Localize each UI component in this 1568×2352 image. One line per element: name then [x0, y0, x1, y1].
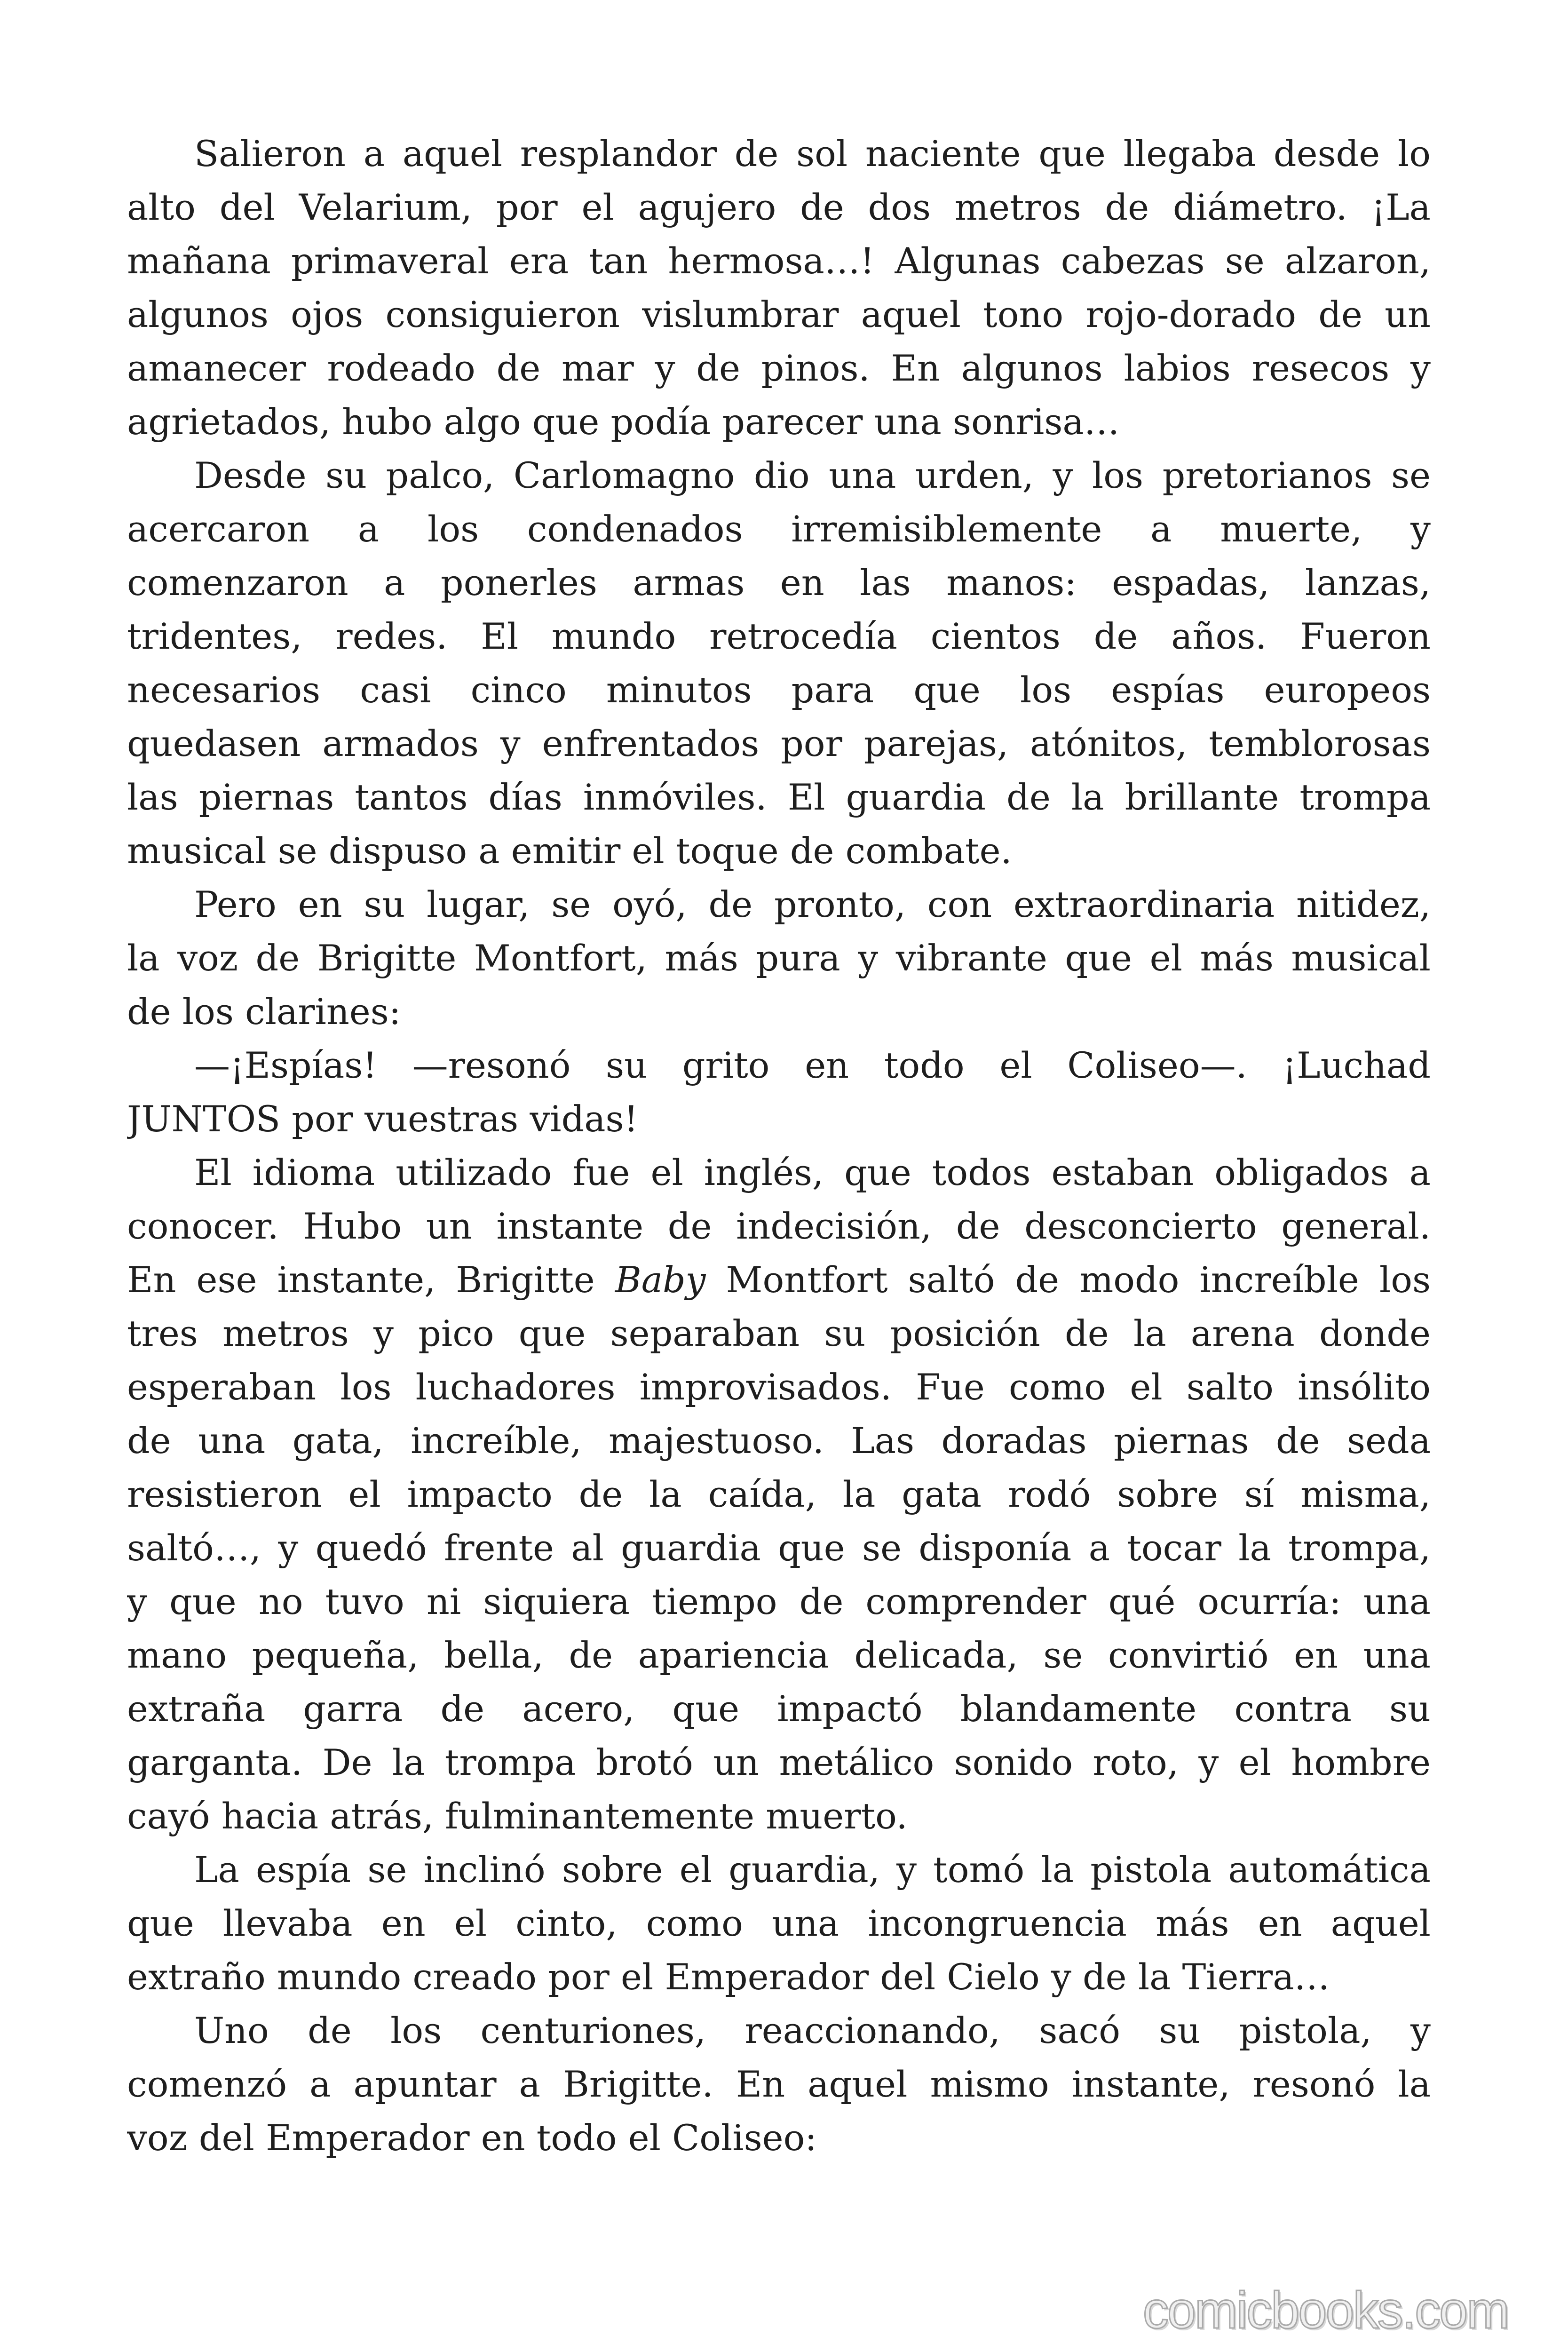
text-line: de los clarines:: [127, 991, 401, 1033]
text-line: necesarios casi cinco minutos para que los espías europeos: [127, 669, 1431, 711]
body-text: [127, 127, 1431, 2165]
paragraph-1: [127, 127, 1431, 449]
text-line: Salieron a aquel resplandor de sol naciente que llegaba desde lo: [194, 133, 1431, 175]
paragraph-7: [127, 2004, 1431, 2165]
text-line: garganta. De la trompa brotó un metálico sonido roto, y el hombre: [127, 1741, 1431, 1783]
text-line: de una gata, increíble, majestuoso. Las doradas piernas de seda: [127, 1420, 1431, 1462]
text-line: JUNTOS por vuestras vidas!: [127, 1098, 639, 1140]
paragraph-5: [127, 1146, 1431, 1843]
text-line: amanecer rodeado de mar y de pinos. En algunos labios resecos y: [127, 347, 1431, 389]
text-line: cayó hacia atrás, fulminantemente muerto.: [127, 1795, 908, 1837]
text-line: voz del Emperador en todo el Coliseo:: [127, 2117, 817, 2159]
paragraph-4-dialogue: [127, 1039, 1431, 1146]
text-line: —¡Espías! —resonó su grito en todo el Coliseo—. ¡Luchad: [194, 1044, 1431, 1086]
text-line: tridentes, redes. El mundo retrocedía cientos de años. Fueron: [127, 615, 1431, 657]
text-segment: En ese instante, Brigitte: [127, 1259, 595, 1301]
text-line: Pero en su lugar, se oyó, de pronto, con extraordinaria nitidez,: [194, 883, 1431, 925]
text-line: la voz de Brigitte Montfort, más pura y vibrante que el más musical: [127, 937, 1431, 979]
text-line: acercaron a los condenados irremisiblemente a muerte, y: [127, 508, 1431, 550]
text-line: quedasen armados y enfrentados por parejas, atónitos, temblorosas: [127, 723, 1431, 764]
text-line: comenzó a apuntar a Brigitte. En aquel mismo instante, resonó la: [127, 2063, 1431, 2105]
text-line: mañana primaveral era tan hermosa…! Algunas cabezas se alzaron,: [127, 240, 1431, 282]
text-line: algunos ojos consiguieron vislumbrar aquel tono rojo-dorado de un: [127, 294, 1431, 335]
paragraph-6: [127, 1843, 1431, 2004]
paragraph-2: [127, 449, 1431, 878]
text-line: El idioma utilizado fue el inglés, que todos estaban obligados a: [194, 1152, 1431, 1193]
text-line: esperaban los luchadores improvisados. Fue como el salto insólito: [127, 1366, 1431, 1408]
paragraph-3: [127, 878, 1431, 1039]
text-line: que llevaba en el cinto, como una incongruencia más en aquel: [127, 1902, 1431, 1944]
italic-name: Baby: [615, 1259, 706, 1301]
text-line: Uno de los centuriones, reaccionando, sacó su pistola, y: [194, 2010, 1431, 2051]
text-line: extraña garra de acero, que impactó blandamente contra su: [127, 1688, 1431, 1730]
text-line: mano pequeña, bella, de apariencia delicada, se convirtió en una: [127, 1634, 1431, 1676]
text-line: comenzaron a ponerles armas en las manos: espadas, lanzas,: [127, 562, 1431, 604]
text-line: musical se dispuso a emitir el toque de combate.: [127, 830, 1012, 872]
text-line: conocer. Hubo un instante de indecisión, de desconcierto general.: [127, 1205, 1431, 1247]
text-segment: Montfort saltó de modo increíble los: [726, 1259, 1431, 1301]
text-line: resistieron el impacto de la caída, la gata rodó sobre sí misma,: [127, 1473, 1431, 1515]
text-line: agrietados, hubo algo que podía parecer una sonrisa…: [127, 401, 1120, 443]
text-line: saltó…, y quedó frente al guardia que se disponía a tocar la trompa,: [127, 1527, 1431, 1569]
text-line: las piernas tantos días inmóviles. El guardia de la brillante trompa: [127, 776, 1431, 818]
text-line: extraño mundo creado por el Emperador del Cielo y de la Tierra…: [127, 1956, 1330, 1998]
text-line: alto del Velarium, por el agujero de dos metros de diámetro. ¡La: [127, 186, 1431, 228]
text-line: y que no tuvo ni siquiera tiempo de comprender qué ocurría: una: [127, 1581, 1431, 1622]
watermark: comicbooks.com: [1142, 2281, 1508, 2339]
text-line: [127, 1253, 1431, 1307]
text-line: Desde su palco, Carlomagno dio una urden, y los pretorianos se: [194, 454, 1431, 496]
text-line: La espía se inclinó sobre el guardia, y tomó la pistola automática: [194, 1849, 1431, 1891]
text-line: tres metros y pico que separaban su posición de la arena donde: [127, 1312, 1431, 1354]
